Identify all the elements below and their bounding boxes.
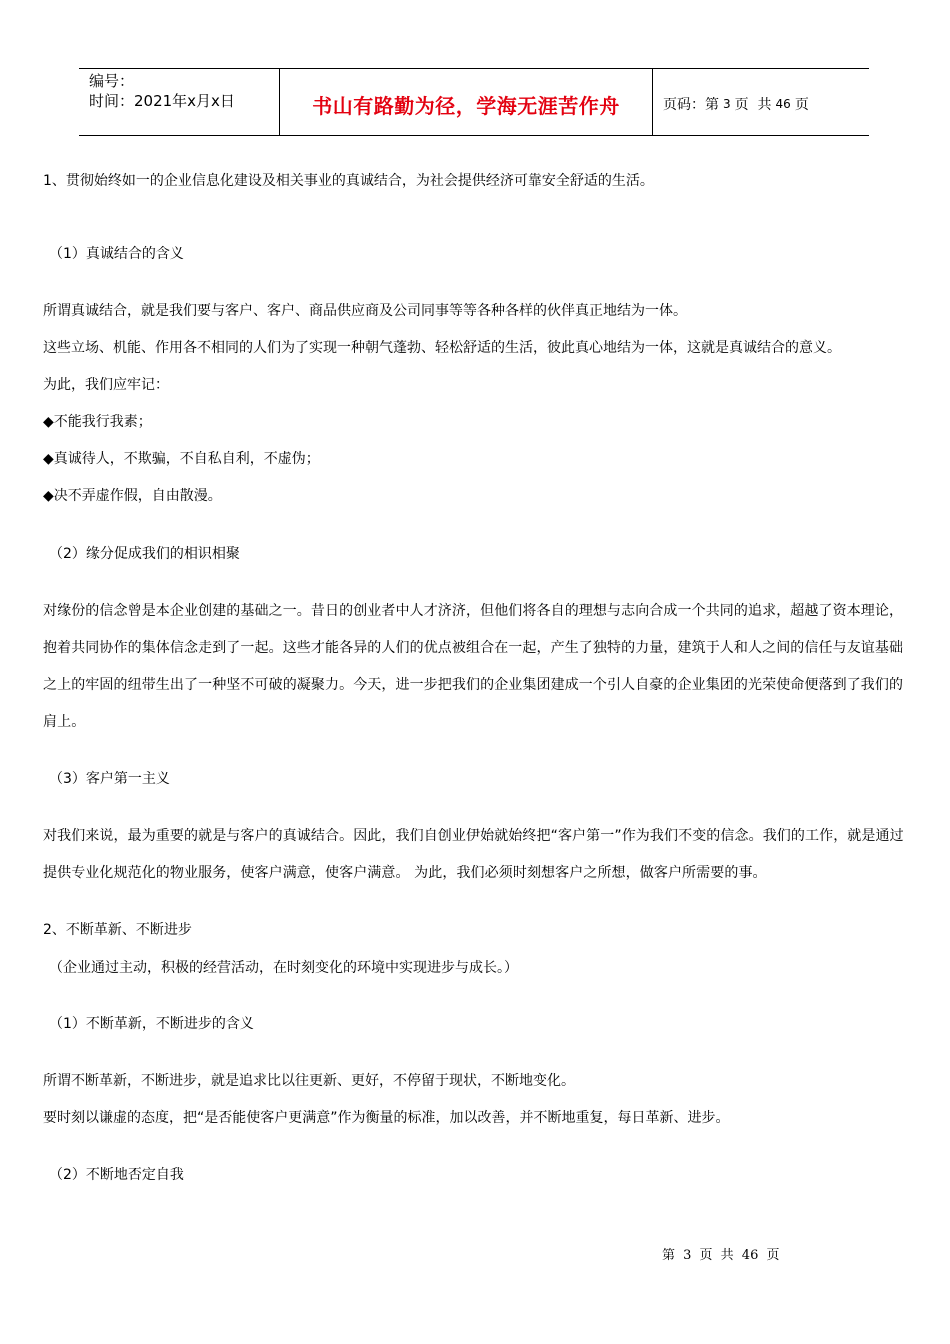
paragraph-10: 对缘份的信念曾是本企业创建的基础之一。昔日的创业者中人才济济，但他们将各自的理想与志向合成一个共同的追求，超越了资本理论，抱着共同协作的集体信念走到了一起。这些才能各异的人们的优点被组合在一起，产生了独特的力量，建筑于人和人之间的信任与友谊基础之上的牢固的纽带生出了一种坚不可破的凝聚力。今天，进一步把我们的企业集团建成一个引人自豪的企业集团的光荣使命便落到了我们的肩上。 <box>43 603 904 730</box>
motto-text: 书山有路勤为径，学海无涯苦作舟 <box>312 93 620 118</box>
page-footer: 第 3 页 共 46 页 <box>662 1248 780 1263</box>
page-total: 46 <box>775 97 791 111</box>
heading-customer-first: （3）客户第一主义 <box>49 771 170 787</box>
heading-fate: （2）缘分促成我们的相识相聚 <box>49 546 240 562</box>
page-prefix: 页码：第 <box>663 97 719 113</box>
paragraph-1: 1、贯彻始终如一的企业信息化建设及相关事业的真诚结合，为社会提供经济可靠安全舒适的生活。 <box>43 173 654 189</box>
heading-self-negation: （2）不断地否定自我 <box>49 1167 184 1183</box>
bullet-item: ◆真诚待人，不欺骗，不自私自利，不虚伪； <box>43 451 320 467</box>
paragraph-14: （企业通过主动，积极的经营活动，在时刻变化的环境中实现进步与成长。） <box>49 960 518 976</box>
page-current: 3 <box>723 97 731 111</box>
document-header <box>79 68 869 136</box>
paragraph-17: 要时刻以谦虚的态度，把“是否能使客户更满意”作为衡量的标准，加以改善，并不断地重复，每日革新、进步。 <box>43 1110 730 1126</box>
paragraph-5: 为此，我们应牢记： <box>43 377 169 393</box>
paragraph-16: 所谓不断革新，不断进步，就是追求比以往更新、更好，不停留于现状，不断地变化。 <box>43 1073 575 1089</box>
paragraph-4: 这些立场、机能、作用各不相同的人们为了实现一种朝气蓬勃、轻松舒适的生活，彼此真心地结为一体，这就是真诚结合的意义。 <box>43 340 841 356</box>
bullet-item: ◆决不弄虚作假，自由散漫。 <box>43 488 222 504</box>
paragraph-3: 所谓真诚结合，就是我们要与客户、客户、商品供应商及公司同事等等各种各样的伙伴真正地结为一体。 <box>43 303 687 319</box>
number-label: 编号： <box>89 72 135 90</box>
header-info-cell <box>79 69 280 135</box>
bullet-item: ◆不能我行我素； <box>43 414 152 430</box>
heading-innovation-meaning: （1）不断革新，不断进步的含义 <box>49 1016 254 1032</box>
section-heading-2: 2、不断革新、不断进步 <box>43 922 192 938</box>
header-page-cell <box>653 69 869 135</box>
header-motto-cell <box>280 69 653 135</box>
page-suffix: 页 <box>794 97 809 113</box>
heading-sincere-meaning: （1）真诚结合的含义 <box>49 246 184 262</box>
page-mid: 页 共 <box>734 97 772 113</box>
time-label: 时间：2021年x月x日 <box>89 92 235 110</box>
paragraph-12: 对我们来说，最为重要的就是与客户的真诚结合。因此，我们自创业伊始就始终把“客户第一”作为我们不变的信念。我们的工作，就是通过提供专业化规范化的物业服务，使客户满意，使客户满意。 为此，我们必须时刻想客户之所想，做客户所需要的事。 <box>43 828 904 881</box>
